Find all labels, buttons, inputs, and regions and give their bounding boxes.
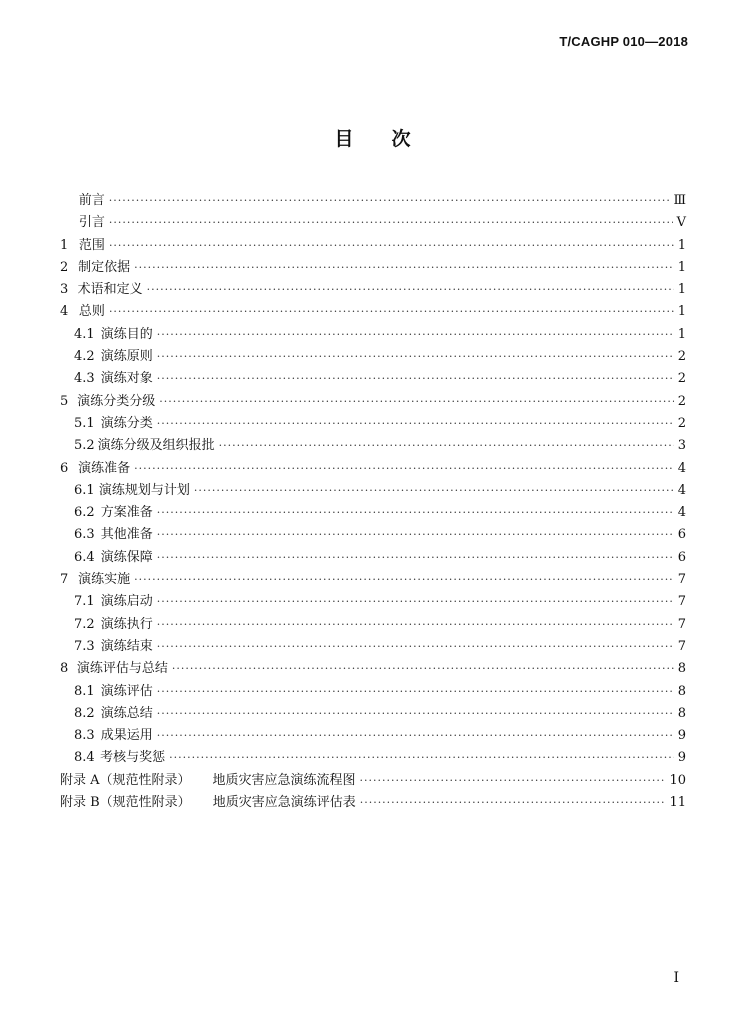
toc-entry[interactable] [60,725,686,747]
toc-entry-label: 演练目的 [100,326,153,342]
toc-entry-number: 4.2 [74,349,95,365]
toc-dot-leader [109,190,670,212]
toc-entry-page: 7 [677,616,686,632]
toc-dot-leader [157,368,674,390]
toc-entry[interactable] [60,279,686,301]
toc-entry-number: 8 [60,661,69,677]
toc-entry-number: 7.1 [74,594,95,610]
toc-entry[interactable] [60,591,686,613]
toc-dot-leader [172,658,674,680]
toc-dot-leader [157,524,674,546]
toc-dot-leader [169,747,674,769]
toc-entry-label: 其他准备 [100,527,153,543]
toc-entry-label: 地质灾害应急演练评估表 [212,795,356,811]
toc-entry-label: 演练分类 [100,415,153,431]
toc-entry-page: 7 [677,638,686,654]
toc-entry-page: 4 [677,505,686,521]
toc-entry-number: 7.3 [74,638,95,654]
toc-entry-page: 2 [677,415,686,431]
toc-entry-page: 1 [677,259,686,275]
toc-entry-number: 2 [60,259,69,275]
toc-entry-page: 6 [677,527,686,543]
toc-entry-label: 方案准备 [100,505,153,521]
toc-entry[interactable] [60,190,686,212]
toc-entry-label: 制定依据 [78,259,131,275]
toc-entry-number: 5.2 [74,438,95,454]
toc-entry-page: 8 [677,705,686,721]
toc-entry[interactable] [60,658,686,680]
toc-entry-number: 附录 B（规范性附录） [60,795,191,811]
toc-entry-number: 7.2 [74,616,95,632]
toc-entry-label: 演练对象 [100,371,153,387]
toc-entry-label: 术语和定义 [77,282,143,298]
toc-dot-leader [157,324,674,346]
toc-entry[interactable] [60,770,686,792]
toc-entry[interactable] [60,636,686,658]
toc-entry-page: 1 [677,237,686,253]
toc-entry-page: 1 [677,326,686,342]
toc-entry-page: 8 [677,683,686,699]
toc-entry-label: 范围 [78,237,105,253]
toc-entry-number: 6.1 [74,482,95,498]
toc-entry-page: 2 [677,393,686,409]
toc-entry-number: 6 [60,460,69,476]
toc-entry[interactable] [60,435,686,457]
toc-entry-label: 演练执行 [100,616,153,632]
toc-dot-leader [157,614,674,636]
toc-entry-label: 演练结束 [100,638,153,654]
toc-entry[interactable] [60,257,686,279]
table-of-contents [60,190,686,814]
toc-entry-number: 8.2 [74,705,95,721]
toc-entry[interactable] [60,346,686,368]
page-title-part-1: 目 [334,128,354,150]
toc-entry[interactable] [60,502,686,524]
toc-entry-page: Ⅴ [676,215,686,231]
toc-entry[interactable] [60,480,686,502]
toc-dot-leader [134,257,674,279]
toc-dot-leader [360,770,666,792]
toc-dot-leader [109,212,673,234]
toc-entry-number: 4.3 [74,371,95,387]
toc-entry-number: 6.4 [74,549,95,565]
toc-entry-number: 6.3 [74,527,95,543]
toc-entry-label: 演练总结 [100,705,153,721]
toc-entry-page: 4 [677,482,686,498]
toc-entry-number: 1 [60,237,69,253]
toc-entry-label: 演练规划与计划 [98,482,190,498]
toc-entry-page: 2 [677,349,686,365]
toc-entry-page: 1 [677,304,686,320]
toc-dot-leader [157,591,674,613]
toc-dot-leader [157,703,674,725]
toc-dot-leader [134,458,674,480]
toc-entry-number: 附录 A（规范性附录） [60,772,191,788]
toc-entry-page: 10 [669,772,686,788]
toc-entry-label: 考核与奖惩 [100,750,166,766]
toc-entry-page: 11 [669,795,686,811]
toc-entry-label: 演练分类分级 [77,393,156,409]
toc-entry-label: 演练分级及组织报批 [97,438,215,454]
toc-entry-page: 8 [677,661,686,677]
toc-entry-label: 演练原则 [100,349,153,365]
toc-dot-leader [109,235,674,257]
toc-entry-label: 前言 [78,193,105,208]
toc-entry-label: 演练评估 [100,683,153,699]
toc-entry[interactable] [60,391,686,413]
toc-entry[interactable] [60,301,686,323]
toc-dot-leader [157,725,674,747]
toc-dot-leader [157,346,674,368]
toc-entry-label: 演练评估与总结 [76,661,168,677]
toc-dot-leader [159,391,673,413]
toc-entry-label: 总则 [78,304,105,320]
toc-entry-page: 3 [677,438,686,454]
toc-entry-page: 7 [677,572,686,588]
toc-dot-leader [147,279,674,301]
toc-dot-leader [157,636,674,658]
toc-entry-label: 引言 [78,215,105,231]
toc-entry-page: 1 [677,282,686,298]
toc-entry-page: 2 [677,371,686,387]
page-title [0,124,745,151]
toc-dot-leader [157,502,674,524]
toc-entry[interactable] [60,212,686,234]
toc-entry[interactable] [60,703,686,725]
toc-dot-leader [194,480,674,502]
toc-dot-leader [219,435,674,457]
toc-entry-number: 5.1 [74,415,95,431]
toc-entry[interactable] [60,614,686,636]
toc-dot-leader [360,792,666,814]
toc-entry-number: 4 [60,304,69,320]
toc-entry-page: 9 [677,750,686,766]
toc-entry-page: Ⅲ [673,193,686,208]
toc-entry[interactable] [60,547,686,569]
toc-entry-number: 8.4 [74,750,95,766]
toc-entry-label: 演练实施 [78,572,131,588]
toc-entry[interactable] [60,235,686,257]
toc-entry[interactable] [60,524,686,546]
toc-dot-leader [109,301,674,323]
toc-entry[interactable] [60,569,686,591]
toc-entry-page: 4 [677,460,686,476]
toc-dot-leader [157,681,674,703]
toc-entry-label: 演练准备 [78,460,131,476]
toc-entry-page: 9 [677,728,686,744]
toc-entry-number: 8.3 [74,728,95,744]
toc-entry[interactable] [60,324,686,346]
page-title-part-2: 次 [391,128,411,150]
document-id: T/CAGHP 010—2018 [559,34,688,49]
toc-entry-number: 3 [60,282,69,298]
toc-entry[interactable] [60,368,686,390]
toc-entry-number: 4.1 [74,326,95,342]
toc-entry[interactable] [60,792,686,814]
toc-dot-leader [134,569,674,591]
toc-entry[interactable] [60,458,686,480]
toc-dot-leader [157,413,674,435]
toc-entry-page: 7 [677,594,686,610]
toc-entry-number: 5 [60,393,69,409]
page-folio: Ⅰ [673,970,679,986]
toc-entry-number: 6.2 [74,505,95,521]
toc-entry-label: 地质灾害应急演练流程图 [212,772,356,788]
toc-entry-number: 8.1 [74,683,95,699]
toc-entry[interactable] [60,681,686,703]
toc-entry-number: 7 [60,572,69,588]
toc-entry[interactable] [60,413,686,435]
toc-entry-label: 演练保障 [100,549,153,565]
toc-entry-label: 演练启动 [100,594,153,610]
toc-entry[interactable] [60,747,686,769]
toc-entry-page: 6 [677,549,686,565]
toc-entry-label: 成果运用 [100,728,153,744]
toc-dot-leader [157,547,674,569]
